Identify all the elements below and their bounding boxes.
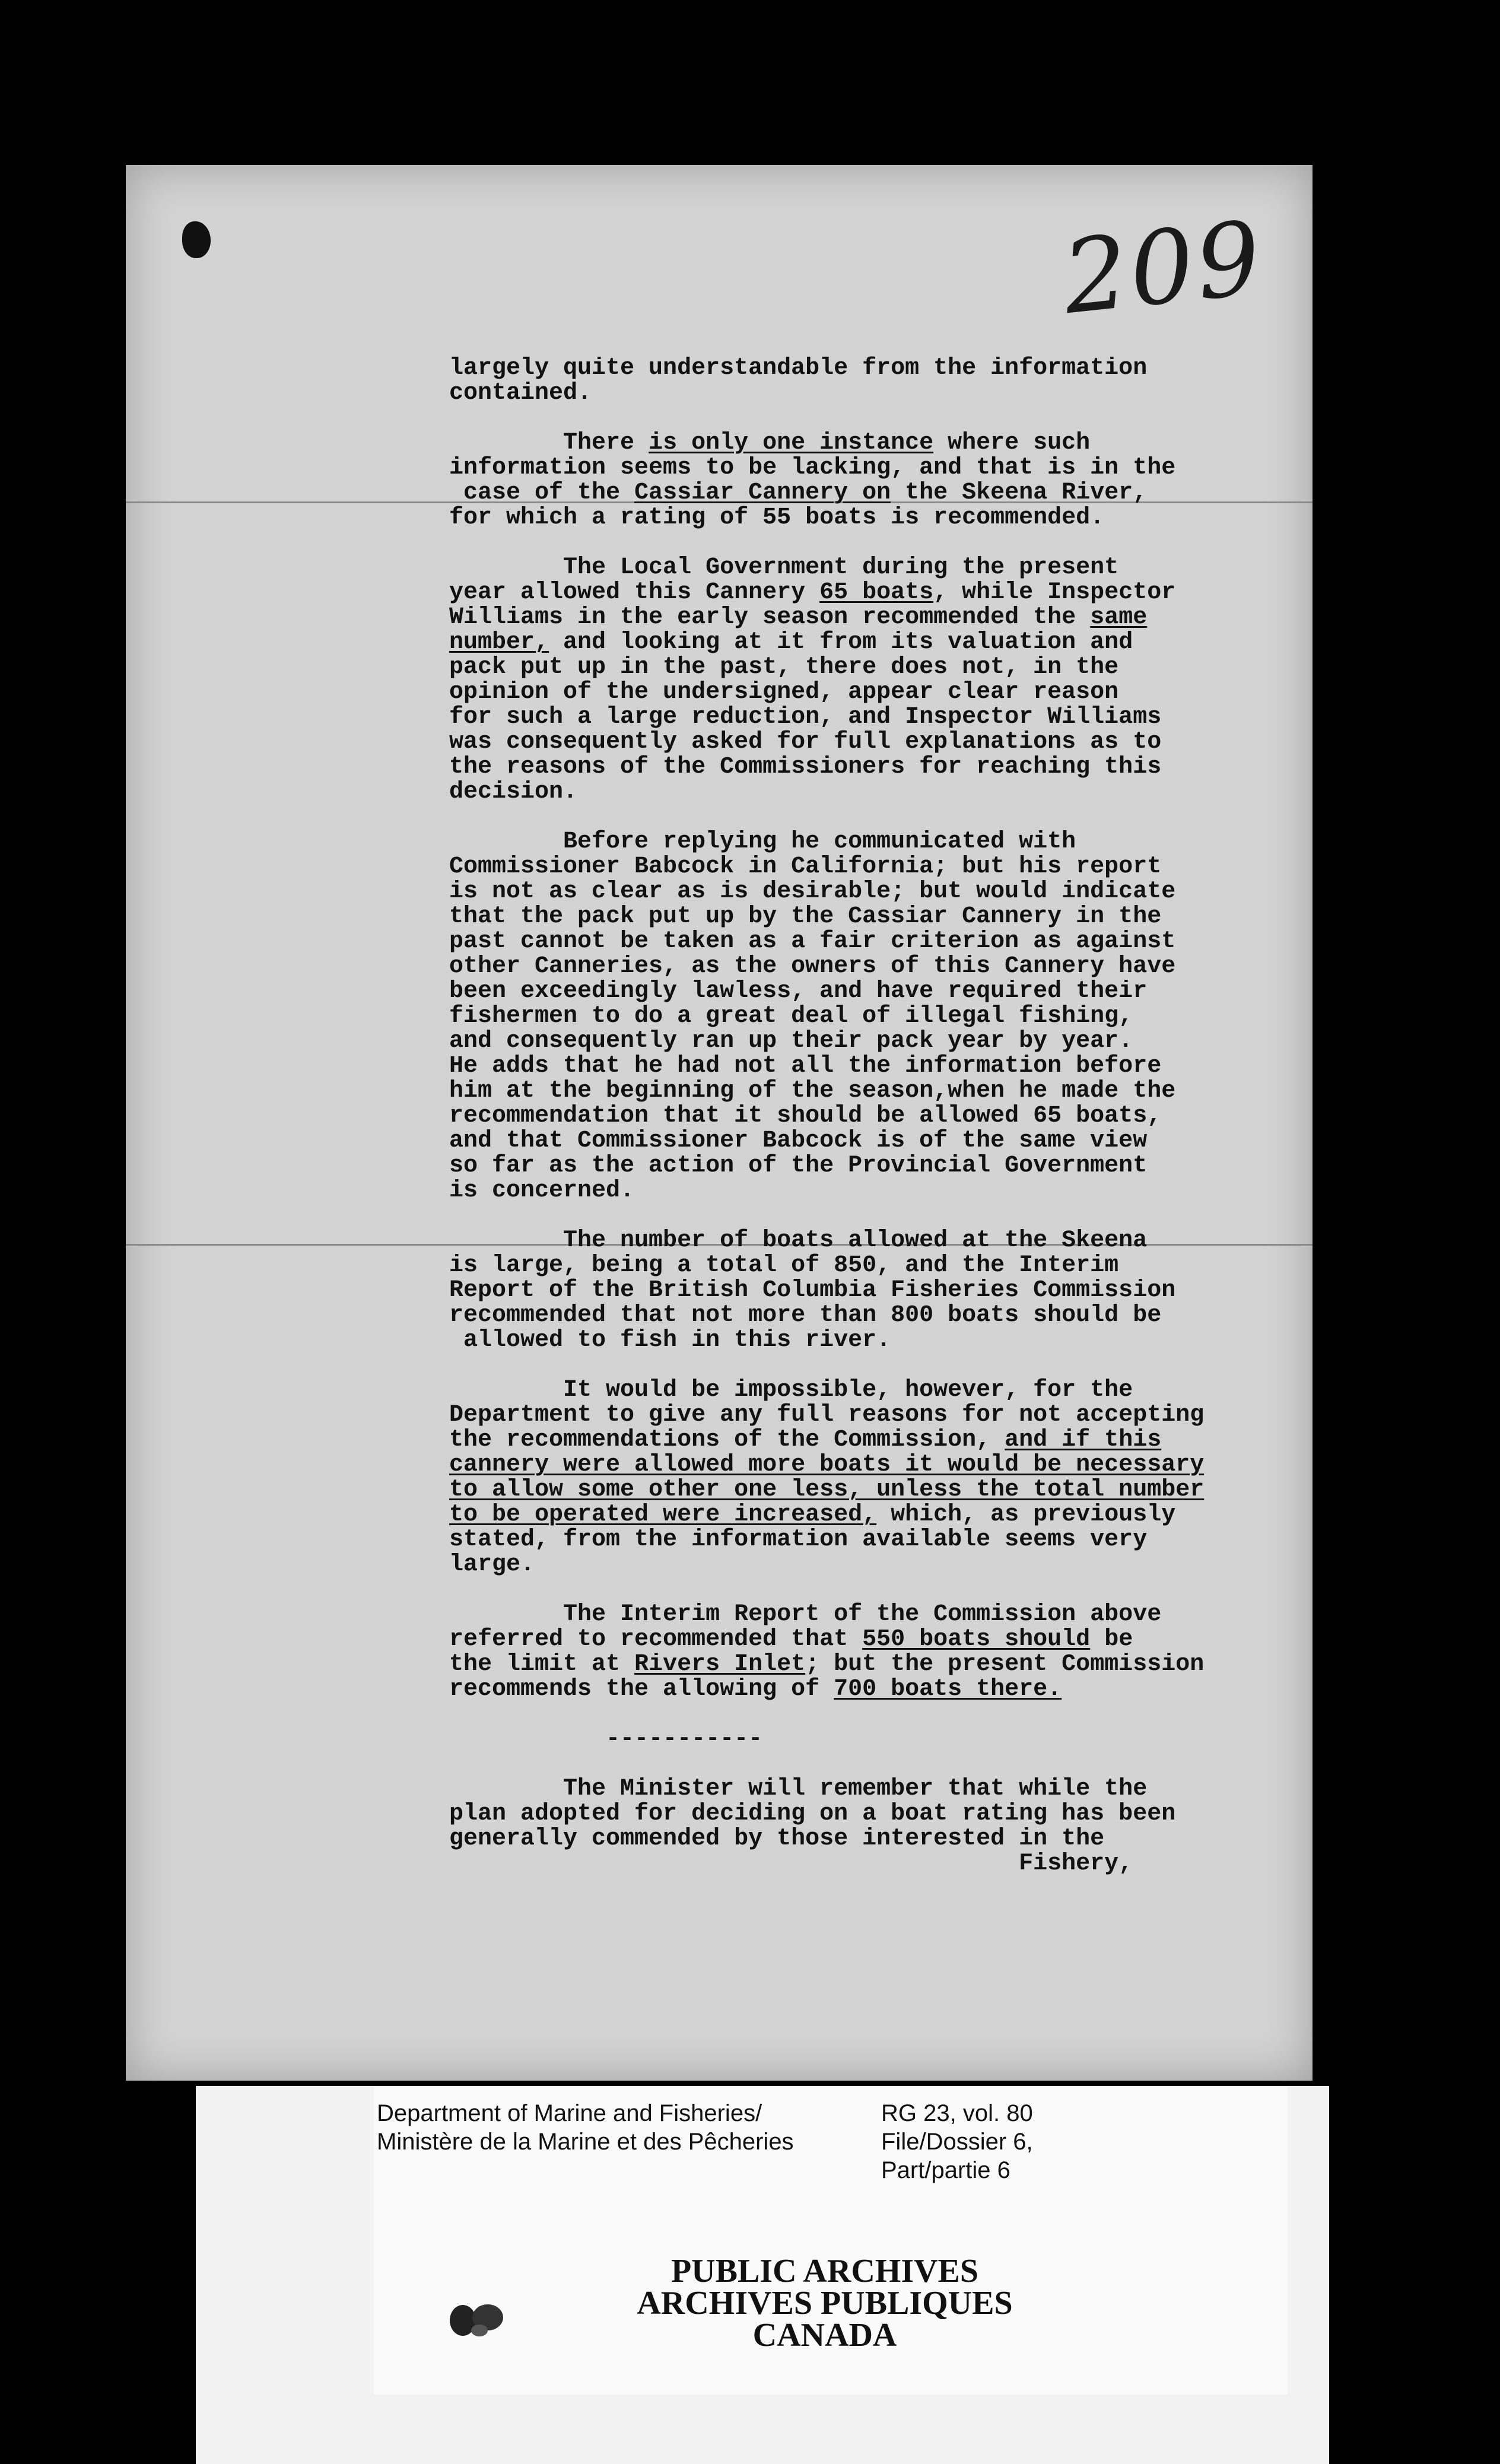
text-segment: case of the <box>449 480 635 506</box>
text-segment: Fishery, <box>449 1850 1133 1877</box>
text-segment: Report of the British Columbia Fisheries Commission <box>449 1277 1176 1304</box>
text-segment: plan adopted for deciding on a boat rating has been <box>449 1801 1176 1827</box>
text-line <box>449 630 1292 655</box>
underlined-text: 65 boats <box>819 579 934 606</box>
text-segment: The number of boats allowed at the Skeena <box>449 1227 1148 1254</box>
text-line <box>449 1179 1292 1204</box>
text-segment: ; but the present Commission <box>805 1651 1205 1678</box>
text-segment: recommends the allowing of <box>449 1676 834 1703</box>
paragraph <box>449 1378 1292 1577</box>
text-line <box>449 381 1292 406</box>
text-segment: the reasons of the Commissioners for reaching this <box>449 754 1162 780</box>
handwritten-page-number: 209 <box>1057 199 1269 338</box>
archives-line: ARCHIVES PUBLIQUES <box>637 2285 1013 2322</box>
text-segment: contained. <box>449 380 592 407</box>
text-line <box>449 1627 1292 1652</box>
document-page <box>126 165 1313 2081</box>
text-line <box>449 1228 1292 1253</box>
text-segment: which, as previously <box>876 1501 1176 1528</box>
text-line <box>449 680 1292 705</box>
closing-paragraph <box>449 1777 1292 1876</box>
text-line <box>449 605 1292 630</box>
archive-label <box>196 2086 1329 2464</box>
text-segment: There <box>449 430 649 456</box>
paragraph <box>449 555 1292 805</box>
text-segment: pack put up in the past, there does not, in the <box>449 654 1119 681</box>
text-segment: large. <box>449 1551 535 1578</box>
text-line <box>449 830 1292 855</box>
underlined-text: to be operated were increased, <box>449 1501 877 1528</box>
text-segment: past cannot be taken as a fair criterion as against <box>449 928 1176 955</box>
underlined-text: 550 boats should <box>862 1626 1091 1653</box>
text-line <box>449 1378 1292 1403</box>
text-line <box>449 1129 1292 1154</box>
text-line <box>449 1079 1292 1104</box>
text-segment: recommended that not more than 800 boats should be <box>449 1302 1162 1329</box>
text-segment: is concerned. <box>449 1177 635 1204</box>
text-line <box>449 954 1292 979</box>
text-line <box>449 1802 1292 1827</box>
text-line <box>449 1478 1292 1503</box>
text-segment: is large, being a total of 850, and the Interim <box>449 1252 1119 1279</box>
text-segment: Department to give any full reasons for not accepting <box>449 1402 1205 1428</box>
paragraph <box>449 1228 1292 1353</box>
department-name <box>377 2099 794 2156</box>
text-segment: referred to recommended that <box>449 1626 863 1653</box>
text-line <box>449 431 1292 456</box>
text-line <box>449 1528 1292 1552</box>
text-line <box>449 506 1292 531</box>
text-line <box>449 580 1292 605</box>
reference-line: File/Dossier 6, <box>881 2129 1033 2155</box>
text-segment: be <box>1090 1626 1133 1653</box>
text-segment: information seems to be lacking, and that is in the <box>449 455 1176 481</box>
text-segment: It would be impossible, however, for the <box>449 1377 1133 1404</box>
text-segment: where such <box>933 430 1091 456</box>
text-segment: the recommendations of the Commission, <box>449 1427 1005 1453</box>
text-line <box>449 1029 1292 1054</box>
text-line <box>449 356 1292 381</box>
text-segment: Williams in the early season recommended the <box>449 604 1091 631</box>
text-segment: The Local Government during the present <box>449 554 1119 581</box>
text-segment: Commissioner Babcock in California; but his report <box>449 853 1162 880</box>
text-line <box>449 929 1292 954</box>
archives-line: PUBLIC ARCHIVES <box>670 2253 979 2290</box>
paragraph <box>449 356 1292 406</box>
text-segment: year allowed this Cannery <box>449 579 820 606</box>
text-line <box>449 456 1292 481</box>
text-segment: He adds that he had not all the information before <box>449 1053 1162 1079</box>
underlined-text: is only one instance <box>649 430 934 456</box>
text-line <box>449 1652 1292 1677</box>
underlined-text: number, <box>449 629 549 656</box>
underlined-text: Rivers Inlet <box>634 1651 806 1678</box>
reference-line: RG 23, vol. 80 <box>881 2100 1033 2126</box>
text-line <box>449 855 1292 879</box>
text-line <box>449 1303 1292 1328</box>
text-line <box>449 1328 1292 1353</box>
text-segment: recommendation that it should be allowed 65 boats, <box>449 1103 1162 1129</box>
text-segment: for such a large reduction, and Inspector Williams <box>449 704 1162 731</box>
text-line <box>449 1552 1292 1577</box>
text-line <box>449 1827 1292 1852</box>
text-line <box>449 1777 1292 1802</box>
text-line <box>449 979 1292 1004</box>
underlined-text: cannery were allowed more boats it would be necessary <box>449 1452 1205 1478</box>
section-separator: ----------- <box>449 1726 763 1752</box>
text-line <box>449 1104 1292 1129</box>
text-segment: The Minister will remember that while the <box>449 1776 1148 1802</box>
text-line <box>449 1004 1292 1029</box>
text-line <box>449 555 1292 580</box>
text-line <box>449 705 1292 730</box>
text-segment: was consequently asked for full explanations as to <box>449 729 1162 755</box>
public-archives-title <box>534 2253 1116 2354</box>
text-line <box>449 904 1292 929</box>
text-line <box>449 1054 1292 1079</box>
underlined-text: to allow some other one less, unless the total number <box>449 1477 1205 1503</box>
text-line <box>449 755 1292 780</box>
ink-smudge <box>182 221 211 258</box>
text-segment: is not as clear as is desirable; but would indicate <box>449 878 1176 905</box>
text-line <box>449 730 1292 755</box>
archive-reference <box>881 2099 1033 2184</box>
department-line: Department of Marine and Fisheries/ <box>377 2100 762 2126</box>
underlined-text: same <box>1090 604 1148 631</box>
text-segment: largely quite understandable from the information <box>449 355 1148 382</box>
reference-line: Part/partie 6 <box>881 2157 1010 2183</box>
text-segment: and looking at it from its valuation and <box>549 629 1133 656</box>
underlined-text: 700 boats there. <box>834 1676 1062 1703</box>
typed-letter-body <box>449 356 1292 1901</box>
text-line <box>449 1503 1292 1528</box>
text-line <box>449 1253 1292 1278</box>
archives-line: CANADA <box>752 2317 897 2354</box>
text-segment: the Skeena River, <box>891 480 1148 506</box>
text-line <box>449 655 1292 680</box>
text-segment: generally commended by those interested in the <box>449 1825 1105 1852</box>
text-segment: opinion of the undersigned, appear clear reason <box>449 679 1119 706</box>
text-line <box>449 1852 1292 1876</box>
underlined-text: and if this <box>1005 1427 1162 1453</box>
text-segment: The Interim Report of the Commission above <box>449 1601 1162 1628</box>
text-segment: Before replying he communicated with <box>449 828 1076 855</box>
text-line <box>449 1154 1292 1179</box>
text-line <box>449 1602 1292 1627</box>
text-segment: stated, from the information available seems very <box>449 1526 1148 1553</box>
text-segment: him at the beginning of the season,when he made the <box>449 1078 1176 1104</box>
text-segment: other Canneries, as the owners of this Cannery have <box>449 953 1176 980</box>
text-segment: so far as the action of the Provincial Government <box>449 1152 1148 1179</box>
paragraph <box>449 431 1292 531</box>
text-segment: decision. <box>449 779 578 805</box>
text-segment: fishermen to do a great deal of illegal fishing, <box>449 1003 1133 1030</box>
text-line <box>449 879 1292 904</box>
department-line: Ministère de la Marine et des Pêcheries <box>377 2129 794 2155</box>
text-line <box>449 1278 1292 1303</box>
text-segment: that the pack put up by the Cassiar Cannery in the <box>449 903 1162 930</box>
text-segment: and that Commissioner Babcock is of the same view <box>449 1128 1148 1154</box>
paragraph <box>449 830 1292 1204</box>
text-line <box>449 780 1292 805</box>
text-line <box>449 1403 1292 1428</box>
text-segment: been exceedingly lawless, and have required their <box>449 978 1148 1005</box>
text-segment: and consequently ran up their pack year by year. <box>449 1028 1133 1055</box>
text-segment: allowed to fish in this river. <box>449 1327 891 1354</box>
text-line <box>449 1428 1292 1453</box>
text-segment: , while Inspector <box>933 579 1176 606</box>
text-line <box>449 1677 1292 1702</box>
text-line <box>449 481 1292 506</box>
text-segment: the limit at <box>449 1651 635 1678</box>
archives-emblem-icon <box>445 2294 510 2341</box>
underlined-text: Cassiar Cannery on <box>634 480 891 506</box>
text-line <box>449 1453 1292 1478</box>
text-segment: for which a rating of 55 boats is recommended. <box>449 504 1105 531</box>
paragraph <box>449 1602 1292 1702</box>
